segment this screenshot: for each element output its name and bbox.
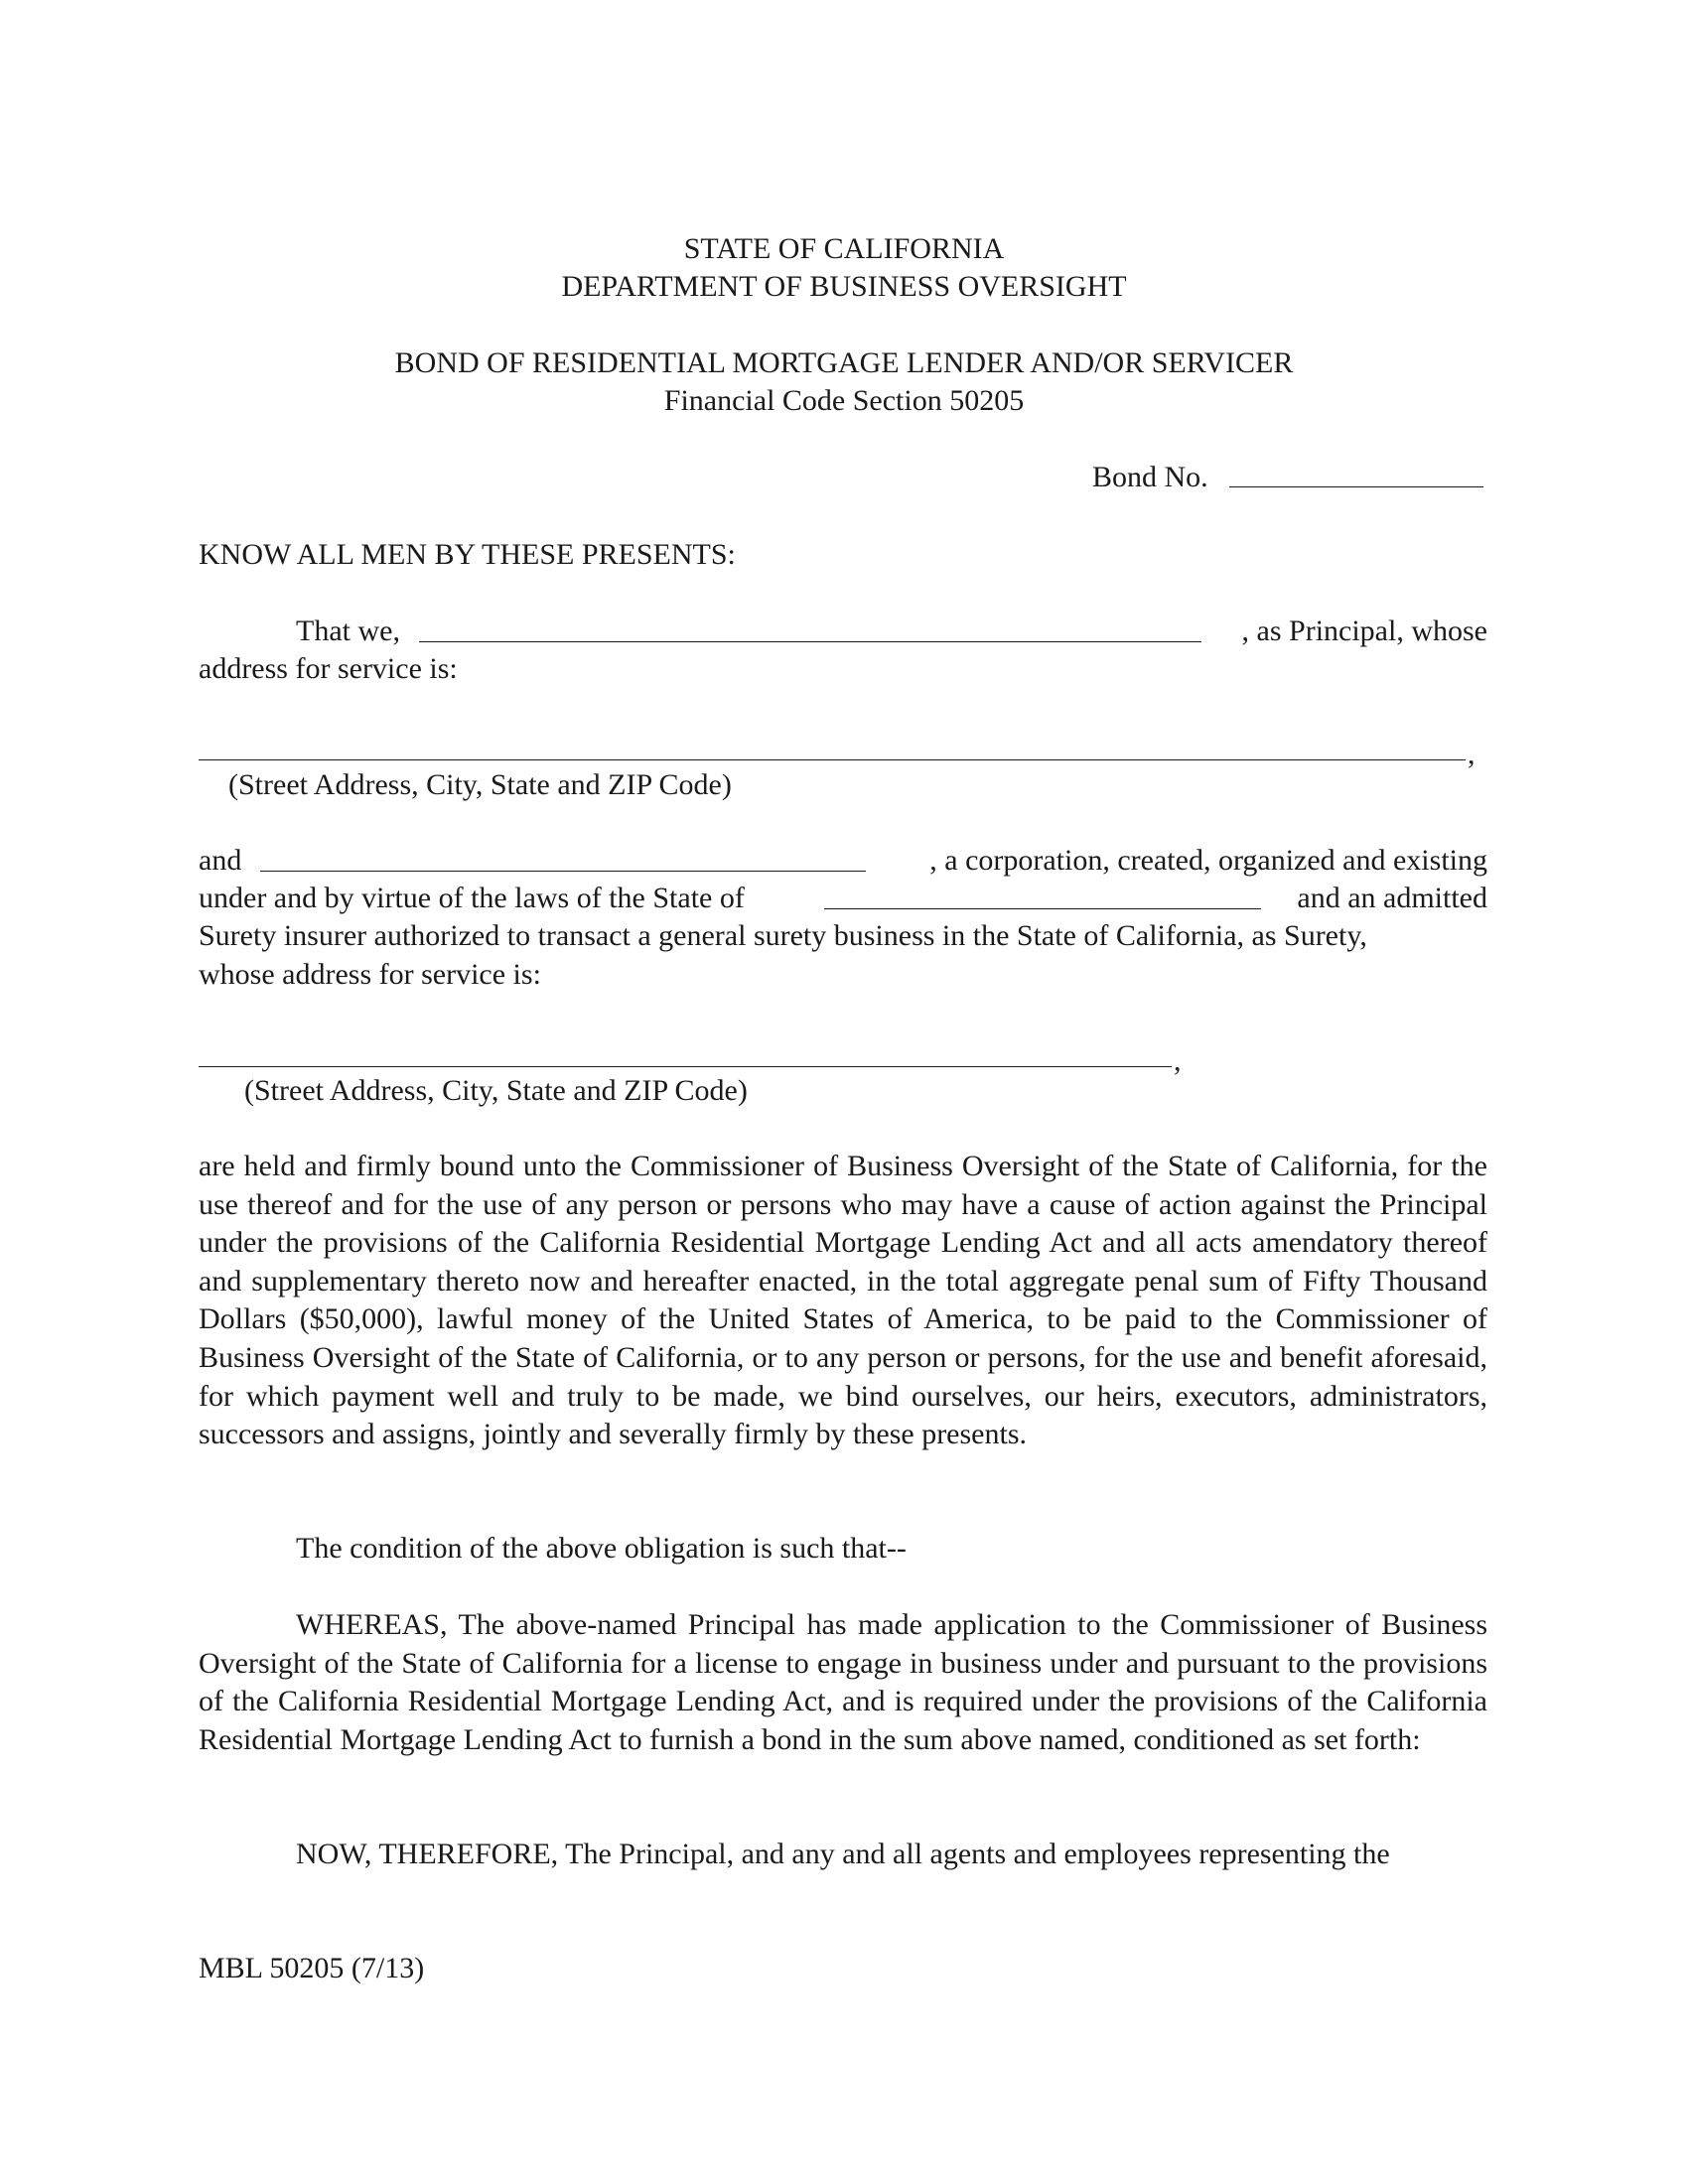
principal-name-field[interactable] (419, 641, 1201, 642)
principal-suffix: , as Principal, whose (1241, 614, 1487, 647)
surety-address-field[interactable] (199, 1066, 1172, 1067)
whereas-paragraph: WHEREAS, The above-named Principal has made application to the Commissioner of Business Oversight of the State of California for a license to engage in business under and pursuant to the provisions of the California Residential Mortgage Lending Act, and is required under the provisions of the California Residential Mortgage Lending Act to furnish a bond in the sum above named, conditioned as set forth: (199, 1608, 1487, 1756)
form-id-footer: MBL 50205 (7/13) (199, 1952, 425, 1984)
surety-and-label: and (199, 844, 242, 877)
surety-state-field[interactable] (824, 908, 1261, 909)
bond-number-label: Bond No. (1092, 461, 1208, 493)
surety-address-caption: (Street Address, City, State and ZIP Code) (244, 1074, 748, 1107)
principal-address-label: address for service is: (199, 652, 458, 685)
surety-line2-suffix: and an admitted (1297, 882, 1487, 914)
intro-heading: KNOW ALL MEN BY THESE PRESENTS: (199, 538, 736, 571)
surety-name-field[interactable] (260, 871, 866, 872)
principal-address-comma: , (1468, 738, 1476, 770)
principal-prefix: That we, (296, 614, 400, 647)
surety-address-comma: , (1174, 1044, 1182, 1077)
surety-line1-suffix: , a corporation, created, organized and existing (929, 844, 1487, 877)
surety-line2-prefix: under and by virtue of the laws of the State of (199, 882, 745, 914)
agency-department: DEPARTMENT OF BUSINESS OVERSIGHT (561, 270, 1127, 303)
surety-address-label: whose address for service is: (199, 958, 541, 991)
condition-sentence: The condition of the above obligation is such that-- (296, 1532, 907, 1565)
held-bound-paragraph: are held and firmly bound unto the Commissioner of Business Oversight of the State of California, for the use thereof and for the use of any person or persons who may have a cause of action against the Principal under the provisions of the California Residential Mortgage Lending Act and all acts amendatory thereof and supplementary thereto now and hereafter enacted, in the total aggregate penal sum of Fifty Thousand Dollars ($50,000), lawful money of the United States of America, to be paid to the Commissioner of Business Oversight of the State of California, or to any person or persons, for the use and benefit aforesaid, for which payment well and truly to be made, we bind ourselves, our heirs, executors, administrators, successors and assigns, jointly and severally firmly by these presents. (199, 1150, 1487, 1451)
now-therefore-paragraph: NOW, THEREFORE, The Principal, and any and all agents and employees representing the (296, 1838, 1390, 1870)
bond-number-field[interactable] (1229, 486, 1483, 487)
form-title: BOND OF RESIDENTIAL MORTGAGE LENDER AND/OR SERVICER (394, 346, 1294, 379)
principal-address-caption: (Street Address, City, State and ZIP Code) (228, 768, 732, 801)
code-section: Financial Code Section 50205 (663, 384, 1025, 417)
principal-address-field[interactable] (199, 759, 1466, 760)
agency-state: STATE OF CALIFORNIA (683, 232, 1005, 265)
surety-line3: Surety insurer authorized to transact a general surety business in the State of California, as Surety, (199, 919, 1367, 952)
